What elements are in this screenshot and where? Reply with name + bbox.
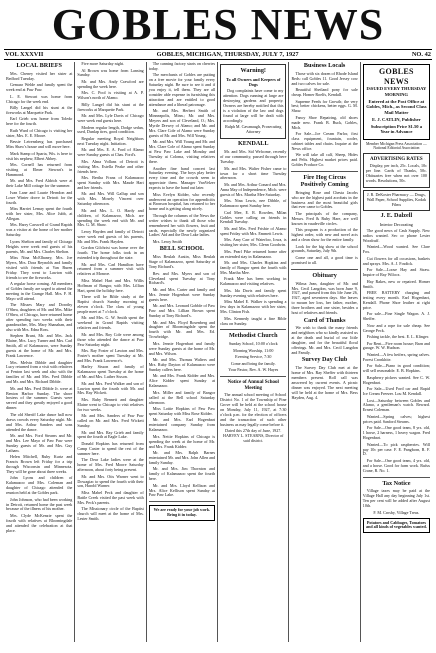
tax-notice-signature: F. M. Crosby, Village Treas. [373, 509, 420, 515]
card-of-thanks-heading: Card of Thanks [303, 316, 346, 324]
news-item: Morning Worship, 11:00 [233, 347, 274, 353]
publisher-box-title: GOBLES NEWS [379, 67, 414, 86]
news-item: Wanted—Wood wanted. See Clare Fox. [362, 244, 430, 255]
news-item: Mr. and Mrs. Charles Hopkins and family of Bangor spent the fourth with Mrs. Martha Mee. [220, 260, 287, 275]
news-item: Raspberry pickers wanted. See C. W. Hogenbart. [362, 374, 430, 385]
advertising-rates-text: Display, per inch, 25c. Locals, 10c per line. Cards of Thanks, 50c. Obituaries free when not over 100 words. Resolutions, 50c. [365, 163, 427, 183]
volume-label: VOL XXXVII [5, 50, 44, 58]
news-item: Mrs. C. Pool is visiting at A. P. Wilson's north of Alamo. [77, 90, 144, 101]
classified-locals [363, 229, 430, 474]
school-notice-heading: Notice of Annual School Meeting [227, 380, 279, 391]
news-item: This program is a production of the highest order, with new and novel acts and a clean show for the entire family. [291, 227, 358, 243]
news-item: Mr. and Mrs. L. O. Hardy and children, of Kalamazoo, Mich. are spending the week end with Mr. and Mrs. G. M. Shaw. [77, 207, 144, 228]
news-item: We will take all calf, Sheep, Hides and Pelts. Highest market prices paid. Gobles Produce Co. [291, 152, 358, 168]
news-item: Mrs. Clyde McKenzie spent the fourth with relatives at Bloomingdale and attended the celebration at that place. [6, 512, 73, 533]
business-locals-heading: Business Locals [303, 62, 346, 69]
divider [291, 171, 357, 172]
news-item: Mr. and Mrs. Fred Frisbie of Alamo spent Friday with Mrs. Emmett Lewis. [220, 225, 287, 236]
news-item: For Sale—One good team, 8 yrs. old, 1 horse, 2 harness, 1 heavy wagon. Fred Hogenbart. [362, 425, 430, 441]
local-briefs-heading: LOCAL BRIEFS [16, 62, 62, 69]
column-6 [361, 62, 432, 642]
kendall-heading: KENDALL [237, 140, 269, 148]
news-item: Mr. and Mrs. Will Young and Mr. and Mrs. Clare Cole of Alamo spent Sunday at Paw Paw Lake and Monday and Tuesday at Coloma, visiting relatives there. [148, 139, 216, 164]
news-item: Mr. and Mrs. Andy Crawford are spending the week here. [77, 78, 144, 89]
news-item: L. E. Stewart was home from Chicago for the week end. [6, 93, 73, 104]
survey-day-heading: Survey Day Club [301, 356, 348, 364]
news-item: Miss Beulah Austin, Miss Beulah Stage of Kalamazoo, spent Saturday at Tony Richard's. [148, 254, 216, 270]
news-item: E. J. CATLIN, Publisher [372, 116, 421, 122]
news-item: Mrs. Cornell has returned from visiting at Elmer Stewart's in Hammond. [6, 162, 73, 177]
news-item: Rev. and Mrs. Myers and son of Cleveland spent Tuesday at Tony Richard's. [148, 270, 216, 286]
news-item: The merchants of Gobles are putting on a free movie for your family every Saturday night. Be sure to see it and if you enjoy it, tell them. They are all consider able expense in furnishing this attraction and are entitled to good attendance and a liberal patronage. [148, 72, 216, 107]
news-item: The good news of Cash Supply. New radios wanted. Sec or phone Lester Woodruff. [362, 228, 430, 243]
news-item: Mr. and Mrs. Fred Walker and son of Lawton spent the fourth with Mr. and Mrs. Ray Wickett. [77, 380, 144, 396]
news-item: Mr. and Mrs. Ford Stearns and Mr. and Mrs. Lee Mayo of Paw Paw were Sunday guests of Mr. and Mrs. Guy Latham. [6, 433, 73, 453]
news-item: Miss Mabel Peck and daughter of Battle Creek visited the past week with Mrs. Peck's parents. [77, 489, 144, 505]
news-item: Billy Langel did his stunt at the fireworks at Marquette Park. [77, 101, 144, 112]
decorator-name: J. E. Dalzell [380, 212, 413, 220]
news-item: Leroy Hayden and family of Detroit were week end guests of his parents, Mr. and Mrs. Frank Hayden. [77, 228, 144, 244]
news-item: The canning factory starts on cherries today. [148, 62, 216, 71]
news-item: Frank Mee has been working in Kalamazoo and visiting relatives. [220, 276, 287, 287]
warning-signature: Ralph M. Cavanaugh, Prosecuting Attorney [225, 124, 282, 134]
news-item: For Sale—Used Ford car and Rapid Ice Cream Freezer. Lou M. Kendall. [362, 386, 430, 397]
news-item: Mr. and Mrs. Ralph Barnes entertained Mr. and Mrs. John Allen and family Sunday. [148, 450, 216, 465]
tax-notice-text: Village taxes may be paid at the Village Hall any day beginning July 1st. Ten per cent will be added after August 10th. [362, 488, 430, 509]
warning-text: Dog complaints have come to my attention. Dogs running at large are destroying gardens and property. Owners are hereby notified that this is a violation of the law and dogs found at large will be dealt with accordingly. [223, 88, 284, 123]
news-item: Mrs. Kennedy taught a fine Bible class on Sunday. [220, 315, 287, 326]
fire-hog-heading: Fire Hog Circus Positively Coming [300, 174, 349, 188]
news-item: Supreme Feeds for Growth; the very best; better chickens, better eggs. G. M. Shaw. [291, 98, 358, 114]
news-item: For Sale—Loose Hay and Straw. Inquire of Ray Wilcox. [362, 267, 430, 278]
local-briefs-body [6, 72, 72, 534]
news-item: Mr. and Mrs. Will Gallup and son with Mrs. Mosely Vincent over Saturday afternoon. [77, 191, 144, 207]
news-item: Sunday School, 10:00 o'clock [228, 341, 278, 347]
news-item: Harley Sisson and family of Kalamazoo spent Tuesday at the home of Mr. and Mrs. Luther Sisson. [77, 364, 144, 380]
issue-number: NO. 42 [411, 50, 431, 58]
news-item: Mr. and Mrs. Ray Grieb and family spent the fourth at Eagle Lake. [77, 429, 144, 440]
news-item: Lyons Shelton and family of Chicago Heights were week end guests of his parents, Mr. and Mrs. Charles Shelton. [6, 238, 73, 254]
news-item: Miss Harriet Lemay spent the fourth with her sister, Mrs. Alice Jubb, at Allegan. [6, 206, 73, 221]
news-item: Mrs. Ray Foster of Lawton and Mrs. Foster's mother spent Tuesday at Mr. and Mrs. Frank Lawrence's. [77, 348, 144, 363]
news-item: Look for the big show at the school grounds, Saturday, July 9th. [291, 243, 358, 254]
news-item: Gemaar Welde and family spent the week end at Paw Paw. [6, 82, 73, 93]
news-item: Mr. and Mrs. Floyd Rosenberg and daughter of Bloomingdale spent the fourth with Mr. and Mrs. Ed. Trowbridge. [148, 319, 216, 340]
column-4 [218, 62, 289, 642]
news-item: There will be Bible study at the Baptist church Sunday morning at eleven o'clock. The class of young people meet at 7 o'clock. [77, 294, 144, 314]
column-3-body [149, 62, 215, 245]
news-item: Mr. and Mrs. Herbert Smith of Minneapolis, Minn.; Mr. and Mrs. Meyers and son of Cleveland, O.; Mrs. Myrtle Drewry of Alamo; and Mr. and Mrs. Clare Cole of Alamo were Sunday guests of Mr. and Mrs. Will Young. [148, 108, 216, 138]
news-item: Lost—Saturday between Gobles and Alamo, a gentleman's watch. Reward. Ernest Coleman. [362, 397, 430, 413]
news-item: Now and a rope for sale cheap. See George Peck. [362, 322, 430, 333]
decorator-role: Interior Decorating [379, 221, 413, 227]
news-item: Come and bring the family. [230, 360, 276, 366]
news-item: Mr. and Mrs. Leonard Gobble of Paw Paw and Mrs. Lillian Brown spent Sunday at Tony Richard's. [148, 303, 216, 319]
kendall-body [220, 150, 286, 326]
news-item: Bringing Rose and Chesta Jacobs who are the highest paid acrobats in the business and the most beautiful girls that ever came to Gobles. [291, 189, 358, 210]
vegetables-wanted-notice: Potatoes and Cabbages, Tomatoes and all kinds of vegetables wanted. [363, 518, 430, 534]
news-item: Mrs. Bertha Franz of Kalamazoo spent Sunday with Mrs. Maude Hart and her friends. [77, 175, 144, 190]
news-item: Evening Service, 7:30 [235, 354, 272, 360]
news-item: The principals of the company, Messrs. Fred & Ruby Hare, are well known in vaudeville circles. [291, 210, 358, 226]
news-item: Mr. and Mrs. G. W. Smith spent the weekend in Grand Rapids visiting relatives and friends. [77, 315, 144, 331]
news-item: Miss Lottie Hopkins of Paw Paw spent Saturday with Miss Rose Kidder. [148, 406, 216, 416]
news-item: Mr. and Mrs. Fred Aldrich were at their Lake Mill cottage for the summer. [6, 178, 73, 189]
news-item: Mrs. Ruby Bennett and daughter Elaine went to Chicago to visit relatives for two weeks. [77, 396, 144, 412]
news-item: Hay Rakes, new or repaired. Homer Smith. [362, 278, 430, 289]
newspaper-page [4, 3, 432, 647]
advertising-rates-heading: ADVERTISING RATES [370, 156, 423, 162]
news-item: Mr. and Mrs. Thomas Walters and Mrs. Ruby Dayton of Kalamazoo were Sunday callers here. [148, 357, 216, 372]
obituary-text: Wilma Jean, daughter of Mr. and Mrs. Cecil Langdon, was born June 9, 1927, and passed from this life June 26, 1927, aged seventeen days. She leaves to mourn her loss, her father, mother, three brothers and one sister, besides a host of relatives and friends. [291, 280, 358, 316]
methodist-body [220, 342, 286, 373]
bell-school-body [149, 255, 215, 498]
news-item: Bessie Leirensberg has purchased Miss Shaw's house and will move here. [6, 139, 73, 150]
news-item: FREE BATTERY charging and testing every month. Earl Hogenbart, Kendall. Phone Shoe leather at right price. [362, 290, 430, 310]
news-item: John Lyons and children of Kalamazoo and Mrs. Coleman and daughter of Chicago attended the reunion held at the Gobles park. [6, 475, 73, 496]
columns [4, 62, 432, 642]
news-item: Five more Saturday night. [81, 62, 125, 66]
news-item: Entered at the Post Office at Gobles, Mich., as Second Class Mail Matter [366, 98, 427, 115]
date-label: GOBLES, MICHIGAN, THURSDAY, JULY 7, 1927 [156, 50, 299, 58]
news-item: Miss Mabel E. Walker is spending a few days in Kalamazoo with her sister, Mrs. Clinton Fish. [220, 299, 287, 315]
news-item: Wanted—A few heifers, spring calves. Forest Cronkhite. [362, 351, 430, 362]
warning-subheading: To all Owners and Keepers of Dogs [226, 76, 281, 87]
news-item: Mr. and Mrs. E. A. Ford of Alamo were Sunday guests at Chas. Ford's. [77, 147, 144, 158]
warning-heading: Warning! [240, 67, 266, 74]
news-item: Mr. and Mrs. Lyle Davis of Chicago were week end guests here. [77, 113, 144, 124]
divider [220, 329, 286, 330]
news-item: For Sale—Piano in good condition; will sell reasonable. E. B. Hopkins. [362, 363, 430, 374]
news-item: Modern regular length, Dodge sedan, used, Dunlap tires, good condition. [77, 124, 144, 135]
school-notice-text: The annual school meeting of School District No. 1 of the Township of Pine Grove will be held at the school house on Monday, July 11, 1927, at 7:30 o'clock p.m. for the election of officers and the transaction of such other business as may legally come before it. [220, 392, 287, 427]
news-item: Miss Evelyn Kidder, who recently underwent an operation for appendicitis at Bronson hospital, has returned to her home and is getting along nicely. [148, 191, 216, 212]
news-item: Mr. and Mrs. Roy Cole were among those who attended the dance at Paw Paw Saturday night. [77, 331, 144, 347]
news-item: Mr. and Mrs. Carl Hamilton have returned from a summer visit with relatives at Monroe. [77, 261, 144, 277]
news-item: Stephen Brunt, Mr. and Mrs. Jack Blaine, Mrs. Lucy Turner and Mrs. Carl Smith, all of Kalamazoo, were Sunday guests at the home of Mr. and Mrs. Frank Lawrence. [6, 333, 73, 359]
news-item: Another fine band concert last Saturday evening. The boys play better every time and the crowds seem to appreciate them. Manager VanVelzer expects to have the band out later. [148, 165, 216, 191]
news-item: Mrs. Leroy Smith [152, 238, 182, 244]
news-item: Cut flowers for all occasions, baskets and sprays. Mrs. A. J. Fosdick. [362, 255, 430, 266]
advertising-rates [363, 153, 430, 189]
bell-school-heading: BELL SCHOOL [159, 245, 204, 253]
news-item: A regular horse coming. All members of Gobles family are urged to attend the meeting in the Grange Hall. Mrs. F. H. Mayo will attend. [6, 281, 73, 301]
news-item: Ruth Ward of Chicago is visiting her sister, Mrs. E. E. Moore. [6, 127, 73, 138]
news-item: Al Brown was home from Lansing Sunday. [77, 67, 144, 78]
publisher-box [363, 64, 430, 140]
news-item: Mrs. Miller and family of Bangor called at the Bell school Saturday afternoon. [148, 389, 216, 405]
news-item: Ivan Lane and Laurie Herndon and Lowe Winter drove to Detroit for the fourth. [6, 189, 73, 205]
fire-hog-body [291, 191, 357, 266]
news-item: Donald Hopkins has returned from Camp Custer to spend the rest of the summer here. [77, 440, 144, 456]
news-item: For Sale—Ice Cream Parlor, first class equipment, fountain, cooler, cabinet tables and chairs. Inquire at the News office. [291, 131, 358, 151]
news-item: Fishing tackle, the best. E. L. Klinger. [366, 334, 429, 340]
news-item: Miss Nina McElhaney, Mrs. Joe Myers, Mrs. Dora Reynolds and family visited with friends at Van Buren Friday. They went to Lawton with friends to see the fireworks. [6, 255, 73, 280]
column-2 [75, 62, 146, 642]
news-item: Earl Grieb was home from Toledo here for the fourth. [6, 116, 73, 127]
column-3 [147, 62, 218, 642]
news-item: Mrs. Harry Carswell of Grand Rapids was a visitor at the home of her mother Saturday. [6, 222, 73, 238]
news-item: Fancy Shoe Repairing, old shoes made new. Frank B. Buck, Gobles, Mich. [291, 114, 358, 130]
divider [220, 376, 286, 377]
news-item: Mrs. Cheney visited her sister at Bedford Tuesday. [6, 70, 73, 81]
news-item: The Dear Lake ladies were at the home of Mrs. Fred Moore Saturday afternoon, about forty being present. [77, 457, 144, 473]
news-item: Through the columns of the News the writer wishes to thank all those who remembered her with flowers, fruit and cards, especially the newly organized Ladies' Aid and the Dear Lake ladies. [148, 212, 216, 238]
masthead-title: GOBLES NEWS [51, 3, 385, 49]
press-association-line: Member Michigan Press Association — National Editorial Association [366, 141, 427, 151]
column-2-body [77, 62, 143, 522]
news-item: For sale—Fine Single Wagon. A. J. Sheffer. [362, 311, 430, 322]
news-item: Miss Mabel Hart and Mrs. Willis Hoffman of Bangor, with Mrs. Lillian Hart, spent the holiday here. [77, 277, 144, 293]
news-item: Billy Langel did his stunt at the fireworks at Marquette Park. [6, 105, 73, 115]
tax-notice-heading: Tax Notice [382, 479, 411, 487]
news-item: Mark Stamp of Sparta, Wis. is here to visit his nephew, Elbert Abbey. [6, 150, 73, 161]
news-item: Your Pastor, Rev. A. W. Hayes [228, 367, 279, 373]
survey-day-text: The Survey Day Club met at the home of Mrs. Ray Sheffer with thirteen members present. Roll call was answered by current events. A picnic dinner was enjoyed. The next meeting will be held at the home of Mrs. Bess Hayden, Aug. 4. [291, 365, 358, 400]
news-item: Mr. and Mrs. Fred Dibble Jr. were at Benton Harbor Sunday. The shore hostess of the summer. Guests were served and they greatly enjoyed a good dinner. [6, 385, 73, 411]
news-item: Mr. and Mrs. Jim Thornton and family of Kalamazoo spent the fourth here. [148, 466, 216, 482]
news-item: Helen Mitchell, Ruby Kurtz and Francis Brown left Friday for a trip through Wisconsin and Minnesota. They will be gone about three weeks. [6, 454, 73, 474]
column-5 [289, 62, 360, 642]
news-item: Carl Mee, E. R. Rowden, Milan Gobles were calling on friends in Kendall Tuesday. [220, 209, 287, 225]
job-work-notice: We are ready for your job work. Bring it in today. [149, 505, 215, 521]
news-item: Mrs. Nettie Hopkins of Chicago is spending the week at the home of Mr. and Mrs. Frank Kidder. [148, 433, 216, 449]
dateline-bar [4, 49, 432, 60]
news-item: Gordon Gilchrist was home over the fourth. The home folks took in an extended trip throughout the state. [77, 245, 144, 261]
news-item: Mr. and Mrs. Carter and family and Mrs. Jennie Hogenbart were Sunday guests here. [148, 286, 216, 302]
methodist-heading: Methodist Church [228, 332, 278, 340]
news-item: ISSUED EVERY THURSDAY MORNING [366, 86, 427, 97]
news-item: Those with six dozen of Rhode Island Reds: call Gobles 11. Good Jersey cow and two calves for sale. [291, 70, 358, 86]
news-item: Mrs. Ida Davis and family spent Sunday evening with relatives here. [220, 287, 287, 298]
news-item: For Sale—One good team, 4 yrs. old, and a horse. Good for farm work. Rufus Crane, R. No. 1. [362, 457, 430, 473]
news-item: Mr. and Mrs. Lloyd Kellison and Mrs. Alice Kellison spent Sunday at Paw Paw Lake. [148, 482, 216, 498]
card-of-thanks-text: We wish to thank the many friends and neighbors who so kindly assisted us at the death and burial of our little daughter, and for the beautiful floral offerings. Mr. and Mrs. Cecil Langdon and Family. [291, 325, 358, 355]
news-item: Mr. and Mrs. Sanders of Paw Paw called on Mr. and Mrs. Fred Wickett Sunday. [77, 413, 144, 429]
news-item: Wanted—Spring calves; highest prices paid. Sanford Stearns. [362, 413, 430, 424]
news-item: John Johnson, who had been working in Detroit, returned home the past week because of the illness of his mother. [6, 496, 73, 512]
news-item: Mrs. Nina Lewis, nee Dibble, of Kalamazoo spent Sunday here. [220, 198, 287, 209]
news-item: Mr. and Mrs. Arthur Conard and Mrs. Anna May of Independence, Mich. were guests of Mrs. Martha Mee Saturday. [220, 181, 287, 197]
news-item: Regular meeting Royal Neighbors next Tuesday night. Initiation. [77, 135, 144, 146]
news-item: The Missionary circle of the Baptist church will meet at the home of Mrs. Lester Smith. [77, 506, 144, 522]
news-item: Mrs. Pearl Pike returned home after an extended stay in Kalamazoo. [220, 248, 287, 259]
divider [363, 477, 430, 478]
news-item: Subscription Price $1.50 a Year in Advance [370, 123, 423, 135]
pharmacy-ad: J. R. DeKoster Pharmacy — Drugs, Wall Paper, School Supplies, Kodak Films [363, 190, 430, 211]
news-item: Wanted—To pick raspberries. Will pay 10c per case. F. E. Pangborn, R. F. D. [362, 441, 430, 457]
news-item: Mrs. Alma Vollans of Detroit is visiting Mrs. Estella Peake and other friends here. [77, 158, 144, 174]
divider [291, 269, 357, 270]
warning-notice [220, 64, 286, 139]
news-item: Mr. and Mrs. Frank Kidder and Mrs. Alice Kidder spent Sunday at Kalamazoo. [148, 373, 216, 389]
news-item: Mrs. Jennie Hogenbart and family were Sunday guests at the home of Mr. and Mrs. Wilson. [148, 340, 216, 356]
news-item: Mr. and Mrs. Walter Fisher came to town for a short time Tuesday afternoon. [220, 165, 287, 181]
news-item: Mrs. Melvin Dibble and daughter Lucy returned from a visit with relatives at Fenton last week and also with the families of Mr. and Mrs. Fred Dibble and Mr. and Mrs. Richard Dibble. [6, 359, 73, 385]
news-item: For Rent—Five room house; Barn and garage. W. W. Hudson. [362, 340, 430, 351]
news-item: The Misses Mary and Dorothy O'Shea, daughters of Mr. and Mrs. Mike O'Shea, of Chicago, have returned home after spending two weeks with their grandmother, Mrs. Mary Shanahan, and also with Mrs. Edna Ross. [6, 302, 73, 332]
news-item: Beautiful Shetland pony for sale cheap. Homer Roelfs, Kendall. [291, 87, 358, 98]
school-notice-signature: Dated this 27th day of June, 1927. HARVEY L. STEARNS, Director of said district. [223, 428, 284, 443]
news-item: Come one and all, a good time is promised to all. [291, 254, 358, 265]
news-item: Mr. and Mrs. Earl Hogenbart entertained company Sunday from Kalamazoo. [148, 417, 216, 433]
publisher-box-lines [366, 86, 427, 135]
obituary-heading: Obituary [312, 271, 337, 279]
news-item: Mrs. Amy Carr of Waterloo, Iowa, is visiting her sister, Mrs. Glenn Goodwin. [220, 237, 287, 248]
news-item: Mr. and Mrs. Otis Warner went to Dowagiac to spend the fourth with their son, Harold Warner. [77, 473, 144, 489]
column-1 [4, 62, 75, 642]
divider [149, 501, 215, 502]
business-locals-body [291, 72, 357, 168]
news-item: Mr. and Mrs. Sid Welcome, recently of our community, passed through here Tuesday. [220, 149, 287, 165]
news-item: The old Sheriff Lake dance hall now draws crowds every Saturday night. Mr. and Mrs. Arthur Sanders and sons attended the dance. [6, 411, 73, 432]
